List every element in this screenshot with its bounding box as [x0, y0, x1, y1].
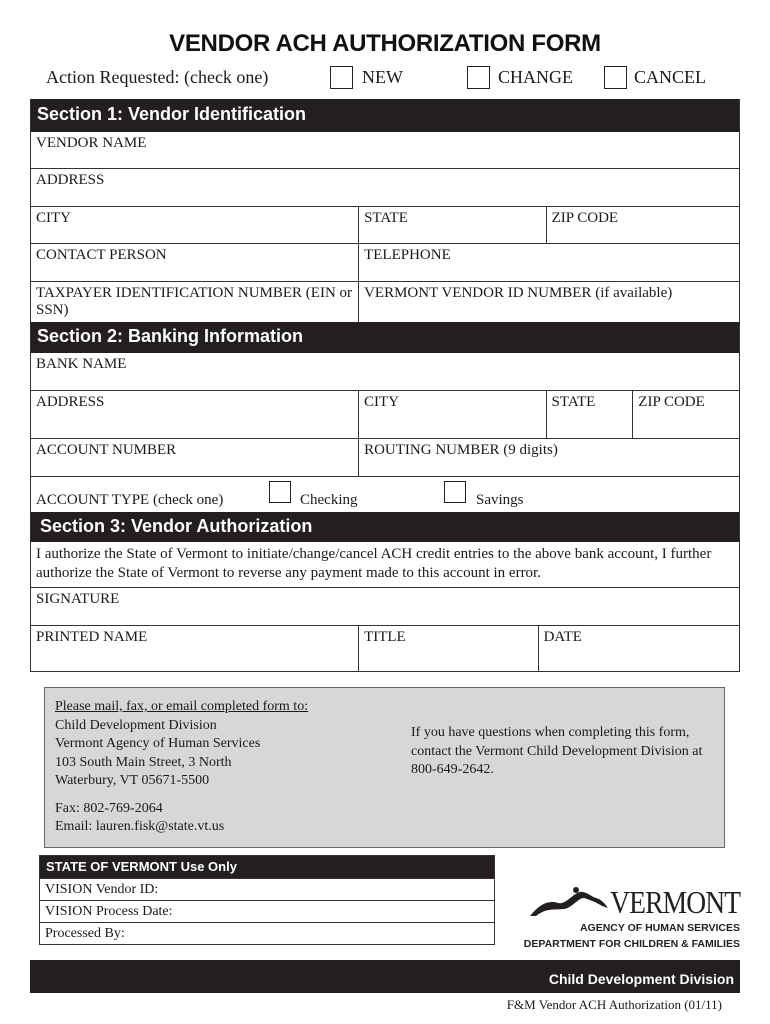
- vermont-wordmark: VERMONT: [609, 884, 740, 920]
- agency-line: AGENCY OF HUMAN SERVICES: [579, 922, 740, 934]
- bank-name-field[interactable]: BANK NAME: [36, 356, 127, 372]
- vendor-state-field[interactable]: STATE: [359, 207, 546, 243]
- bank-zip-field[interactable]: ZIP CODE: [638, 394, 705, 410]
- contact-row: [31, 244, 739, 282]
- title-field[interactable]: TITLE: [359, 626, 539, 671]
- vision-process-date-field[interactable]: VISION Process Date:: [40, 900, 494, 922]
- change-checkbox[interactable]: [467, 66, 490, 89]
- email-address[interactable]: Email: lauren.fisk@state.vt.us: [55, 819, 225, 834]
- mail-info-left: [55, 698, 375, 837]
- account-type-row: [31, 477, 739, 512]
- tin-field[interactable]: TAXPAYER IDENTIFICATION NUMBER (EIN or SSN): [31, 282, 359, 322]
- bank-address-field[interactable]: ADDRESS: [31, 391, 359, 438]
- contact-person-field[interactable]: CONTACT PERSON: [31, 244, 359, 281]
- action-requested-label: Action Requested: (check one): [46, 67, 269, 87]
- mail-address-line: Waterbury, VT 05671-5500: [55, 773, 210, 788]
- account-row: [31, 439, 739, 477]
- state-use-only-box: [39, 855, 495, 945]
- printed-name-field[interactable]: PRINTED NAME: [31, 626, 359, 671]
- vendor-city-field[interactable]: CITY: [31, 207, 359, 243]
- new-label: NEW: [362, 67, 403, 87]
- mail-info-heading: Please mail, fax, or email completed form to:: [55, 699, 309, 714]
- fax-number: Fax: 802-769-2064: [55, 800, 163, 816]
- checking-label: Checking: [300, 492, 358, 508]
- authorization-statement-row: [31, 542, 739, 588]
- processed-by-field[interactable]: Processed By:: [40, 922, 494, 944]
- section3-header: Section 3: Vendor Authorization: [31, 512, 739, 542]
- mail-address-line: Child Development Division: [55, 717, 217, 733]
- printed-name-row: [31, 626, 739, 672]
- questions-text: If you have questions when completing this form, contact the Vermont Child Development Division at 800-649-2642.: [411, 725, 703, 777]
- vendor-city-row: [31, 207, 739, 244]
- savings-label: Savings: [476, 492, 524, 508]
- cancel-label: CANCEL: [634, 67, 706, 87]
- date-field[interactable]: DATE: [543, 629, 582, 645]
- savings-checkbox[interactable]: [444, 481, 466, 503]
- change-label: CHANGE: [498, 67, 573, 87]
- bank-address-row: [31, 391, 739, 439]
- account-type-label: ACCOUNT TYPE (check one): [36, 492, 224, 508]
- cancel-checkbox[interactable]: [604, 66, 627, 89]
- bank-city-field[interactable]: CITY: [359, 391, 546, 438]
- form-id: F&M Vendor ACH Authorization (01/11): [506, 997, 722, 1012]
- checking-checkbox[interactable]: [269, 481, 291, 503]
- vendor-address-field[interactable]: ADDRESS: [36, 172, 105, 188]
- vendor-address-row: [31, 169, 739, 207]
- state-use-only-header: STATE OF VERMONT Use Only: [40, 856, 494, 878]
- mail-address-line: 103 South Main Street, 3 North: [55, 754, 232, 770]
- telephone-field[interactable]: TELEPHONE: [364, 247, 451, 263]
- mail-info-box: [44, 687, 725, 848]
- bank-name-row: [31, 353, 739, 391]
- form-title: VENDOR ACH AUTHORIZATION FORM: [169, 30, 601, 57]
- vermont-logo: [523, 882, 740, 952]
- authorization-statement: I authorize the State of Vermont to initiate/change/cancel ACH credit entries to the above bank account, I further authorize the State of Vermont to reverse any payment made to this account in error.: [36, 546, 712, 581]
- section2-header: Section 2: Banking Information: [31, 322, 739, 353]
- action-requested-row: [0, 65, 770, 91]
- signature-row: [31, 588, 739, 626]
- account-number-field[interactable]: ACCOUNT NUMBER: [31, 439, 359, 476]
- bank-state-field[interactable]: STATE: [547, 391, 634, 438]
- vermont-vendor-id-field[interactable]: VERMONT VENDOR ID NUMBER (if available): [364, 285, 673, 301]
- mail-address-line: Vermont Agency of Human Services: [55, 736, 261, 751]
- vermont-mountain-icon: [528, 886, 610, 920]
- vendor-zip-field[interactable]: ZIP CODE: [551, 210, 619, 226]
- footer-division-bar: Child Development Division: [30, 960, 740, 993]
- vendor-name-row: [31, 132, 739, 169]
- routing-number-field[interactable]: ROUTING NUMBER (9 digits): [364, 442, 558, 458]
- vision-vendor-id-field[interactable]: VISION Vendor ID:: [40, 878, 494, 900]
- section1-header: Section 1: Vendor Identification: [31, 99, 739, 132]
- vendor-name-field[interactable]: VENDOR NAME: [36, 135, 147, 151]
- ach-form: [30, 99, 740, 672]
- signature-field[interactable]: SIGNATURE: [36, 591, 120, 607]
- new-checkbox[interactable]: [330, 66, 353, 89]
- tin-row: [31, 282, 739, 322]
- department-line: DEPARTMENT FOR CHILDREN & FAMILIES: [523, 938, 740, 950]
